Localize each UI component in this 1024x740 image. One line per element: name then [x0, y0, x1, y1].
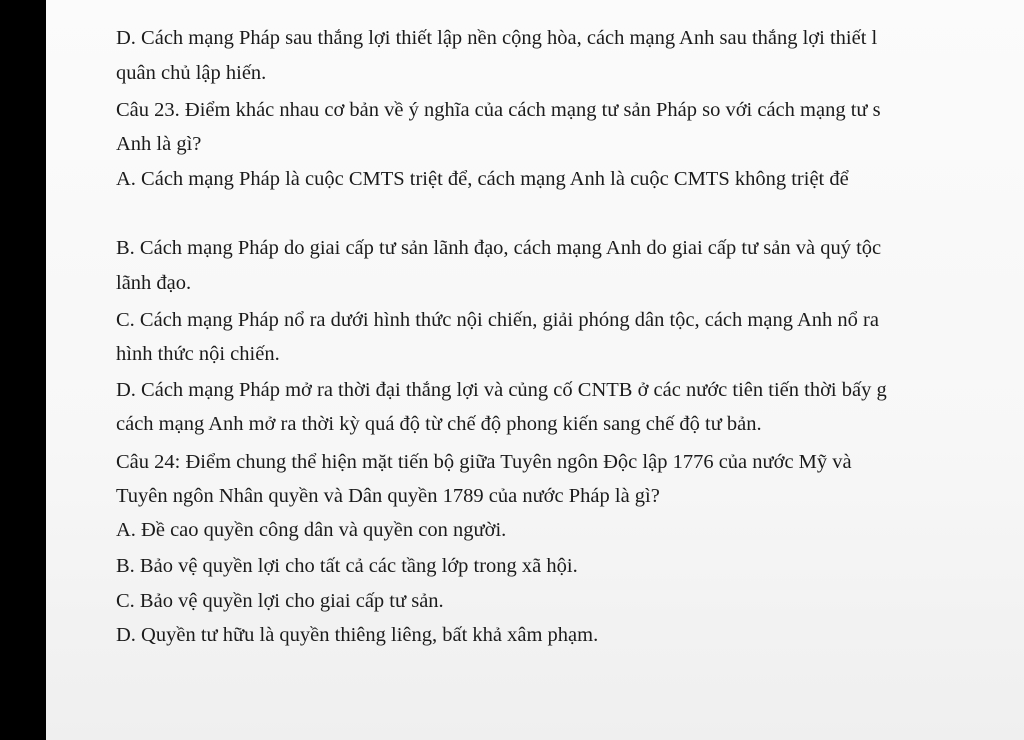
text-line: A. Cách mạng Pháp là cuộc CMTS triệt để, cách mạng Anh là cuộc CMTS không triệt để [116, 168, 849, 190]
text-line: quân chủ lập hiến. [116, 62, 267, 84]
text-line: hình thức nội chiến. [116, 343, 280, 365]
text-line: Tuyên ngôn Nhân quyền và Dân quyền 1789 của nước Pháp là gì? [116, 485, 660, 507]
text-line: B. Bảo vệ quyền lợi cho tất cả các tầng lớp trong xã hội. [116, 555, 578, 577]
text-line: Câu 24: Điểm chung thể hiện mặt tiến bộ giữa Tuyên ngôn Độc lập 1776 của nước Mỹ và [116, 451, 852, 473]
text-line: A. Đề cao quyền công dân và quyền con người. [116, 519, 507, 541]
text-line: D. Cách mạng Pháp mở ra thời đại thắng lợi và củng cố CNTB ở các nước tiên tiến thời bấy g [116, 379, 887, 401]
text-line: cách mạng Anh mở ra thời kỳ quá độ từ chế độ phong kiến sang chế độ tư bản. [116, 413, 762, 435]
text-line: Anh là gì? [116, 133, 202, 155]
text-line: C. Cách mạng Pháp nổ ra dưới hình thức nội chiến, giải phóng dân tộc, cách mạng Anh nổ ra [116, 309, 879, 331]
text-line: C. Bảo vệ quyền lợi cho giai cấp tư sản. [116, 590, 444, 612]
text-line: lãnh đạo. [116, 272, 192, 294]
text-line: Câu 23. Điểm khác nhau cơ bản về ý nghĩa của cách mạng tư sản Pháp so với cách mạng tư s [116, 99, 881, 121]
text-line: D. Cách mạng Pháp sau thắng lợi thiết lập nền cộng hòa, cách mạng Anh sau thắng lợi thiết l [116, 27, 878, 49]
text-line: D. Quyền tư hữu là quyền thiêng liêng, bất khả xâm phạm. [116, 624, 599, 646]
document-page [46, 0, 1024, 740]
text-line: B. Cách mạng Pháp do giai cấp tư sản lãnh đạo, cách mạng Anh do giai cấp tư sản và quý tộc [116, 237, 882, 259]
